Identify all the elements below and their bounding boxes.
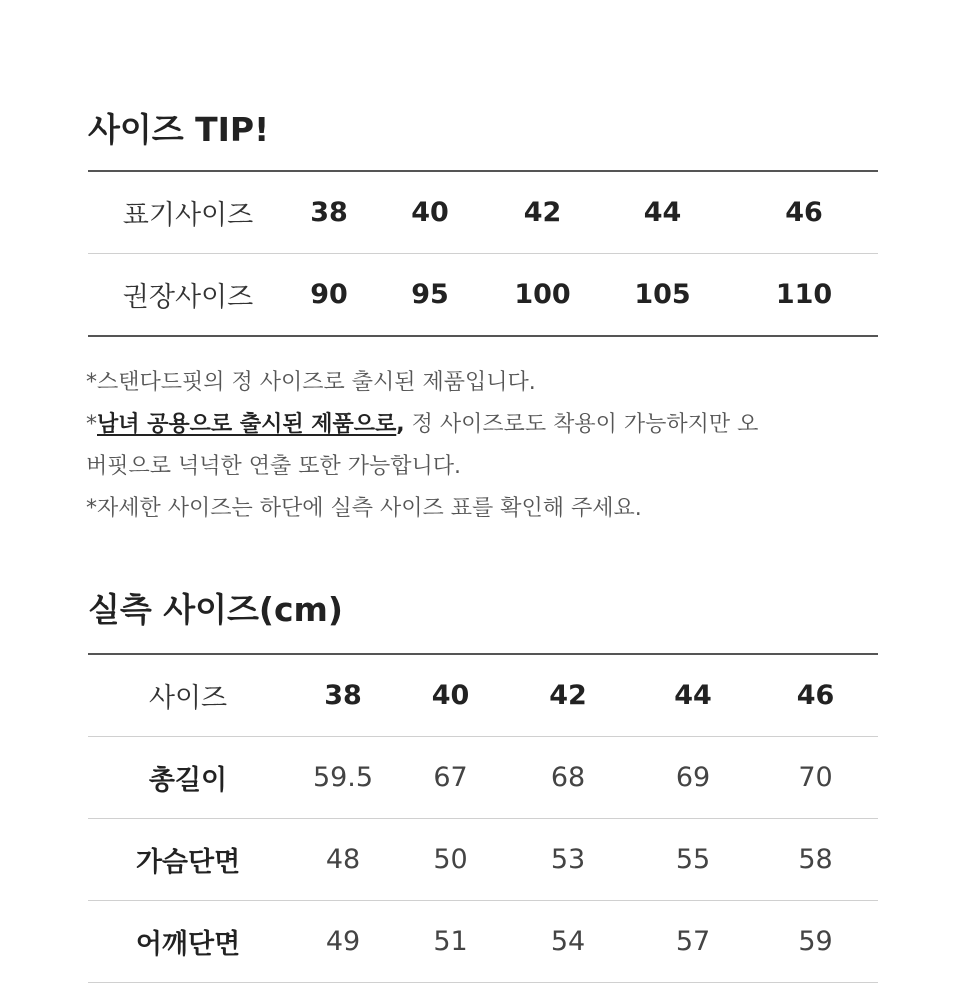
table-cell: 38 (288, 171, 370, 254)
table-cell: 42 (490, 171, 595, 254)
table-cell: 40 (370, 171, 490, 254)
row-label-chest-width: 가슴단면 (88, 819, 288, 901)
table-cell: 53 (503, 819, 633, 901)
table-cell: 90 (288, 254, 370, 337)
header-label-size: 사이즈 (88, 654, 288, 737)
table-cell: 46 (730, 171, 878, 254)
measured-size-title: 실측 사이즈(cm) (88, 590, 343, 629)
note-emphasis: 남녀 공용으로 출시된 제품으로 (97, 412, 397, 437)
note-line: *스탠다드핏의 정 사이즈로 출시된 제품입니다. (86, 370, 536, 395)
table-row (88, 737, 878, 819)
table-header-row (88, 654, 878, 737)
table-row (88, 819, 878, 901)
row-label-total-length: 총길이 (88, 737, 288, 819)
table-cell: 58 (753, 819, 878, 901)
note-text: 정 사이즈로도 착용이 가능하지만 오 (404, 412, 759, 437)
measured-size-table (88, 653, 878, 983)
row-label-shoulder-width: 어깨단면 (88, 901, 288, 983)
header-cell: 46 (753, 654, 878, 737)
table-cell: 50 (398, 819, 503, 901)
header-cell: 44 (633, 654, 753, 737)
size-tip-title: 사이즈 TIP! (88, 110, 270, 149)
size-tip-table (88, 170, 878, 337)
note-line: 버핏으로 넉넉한 연출 또한 가능합니다. (86, 454, 461, 479)
table-cell: 70 (753, 737, 878, 819)
table-cell: 110 (730, 254, 878, 337)
table-cell: 59.5 (288, 737, 398, 819)
note-comma: , (396, 412, 405, 437)
size-notes (86, 362, 886, 530)
table-cell: 100 (490, 254, 595, 337)
table-cell: 95 (370, 254, 490, 337)
header-cell: 40 (398, 654, 503, 737)
table-cell: 44 (595, 171, 730, 254)
table-cell: 67 (398, 737, 503, 819)
table-cell: 54 (503, 901, 633, 983)
table-cell: 48 (288, 819, 398, 901)
header-cell: 42 (503, 654, 633, 737)
table-row (88, 254, 878, 337)
table-cell: 55 (633, 819, 753, 901)
table-cell: 59 (753, 901, 878, 983)
note-asterisk: * (86, 412, 97, 437)
note-line (86, 404, 886, 446)
table-cell: 69 (633, 737, 753, 819)
table-cell: 51 (398, 901, 503, 983)
note-line: *자세한 사이즈는 하단에 실측 사이즈 표를 확인해 주세요. (86, 496, 642, 521)
table-cell: 68 (503, 737, 633, 819)
table-cell: 49 (288, 901, 398, 983)
header-cell: 38 (288, 654, 398, 737)
table-cell: 105 (595, 254, 730, 337)
table-cell: 57 (633, 901, 753, 983)
row-label-marked-size: 표기사이즈 (88, 171, 288, 254)
table-row (88, 171, 878, 254)
row-label-recommended-size: 권장사이즈 (88, 254, 288, 337)
table-row (88, 901, 878, 983)
